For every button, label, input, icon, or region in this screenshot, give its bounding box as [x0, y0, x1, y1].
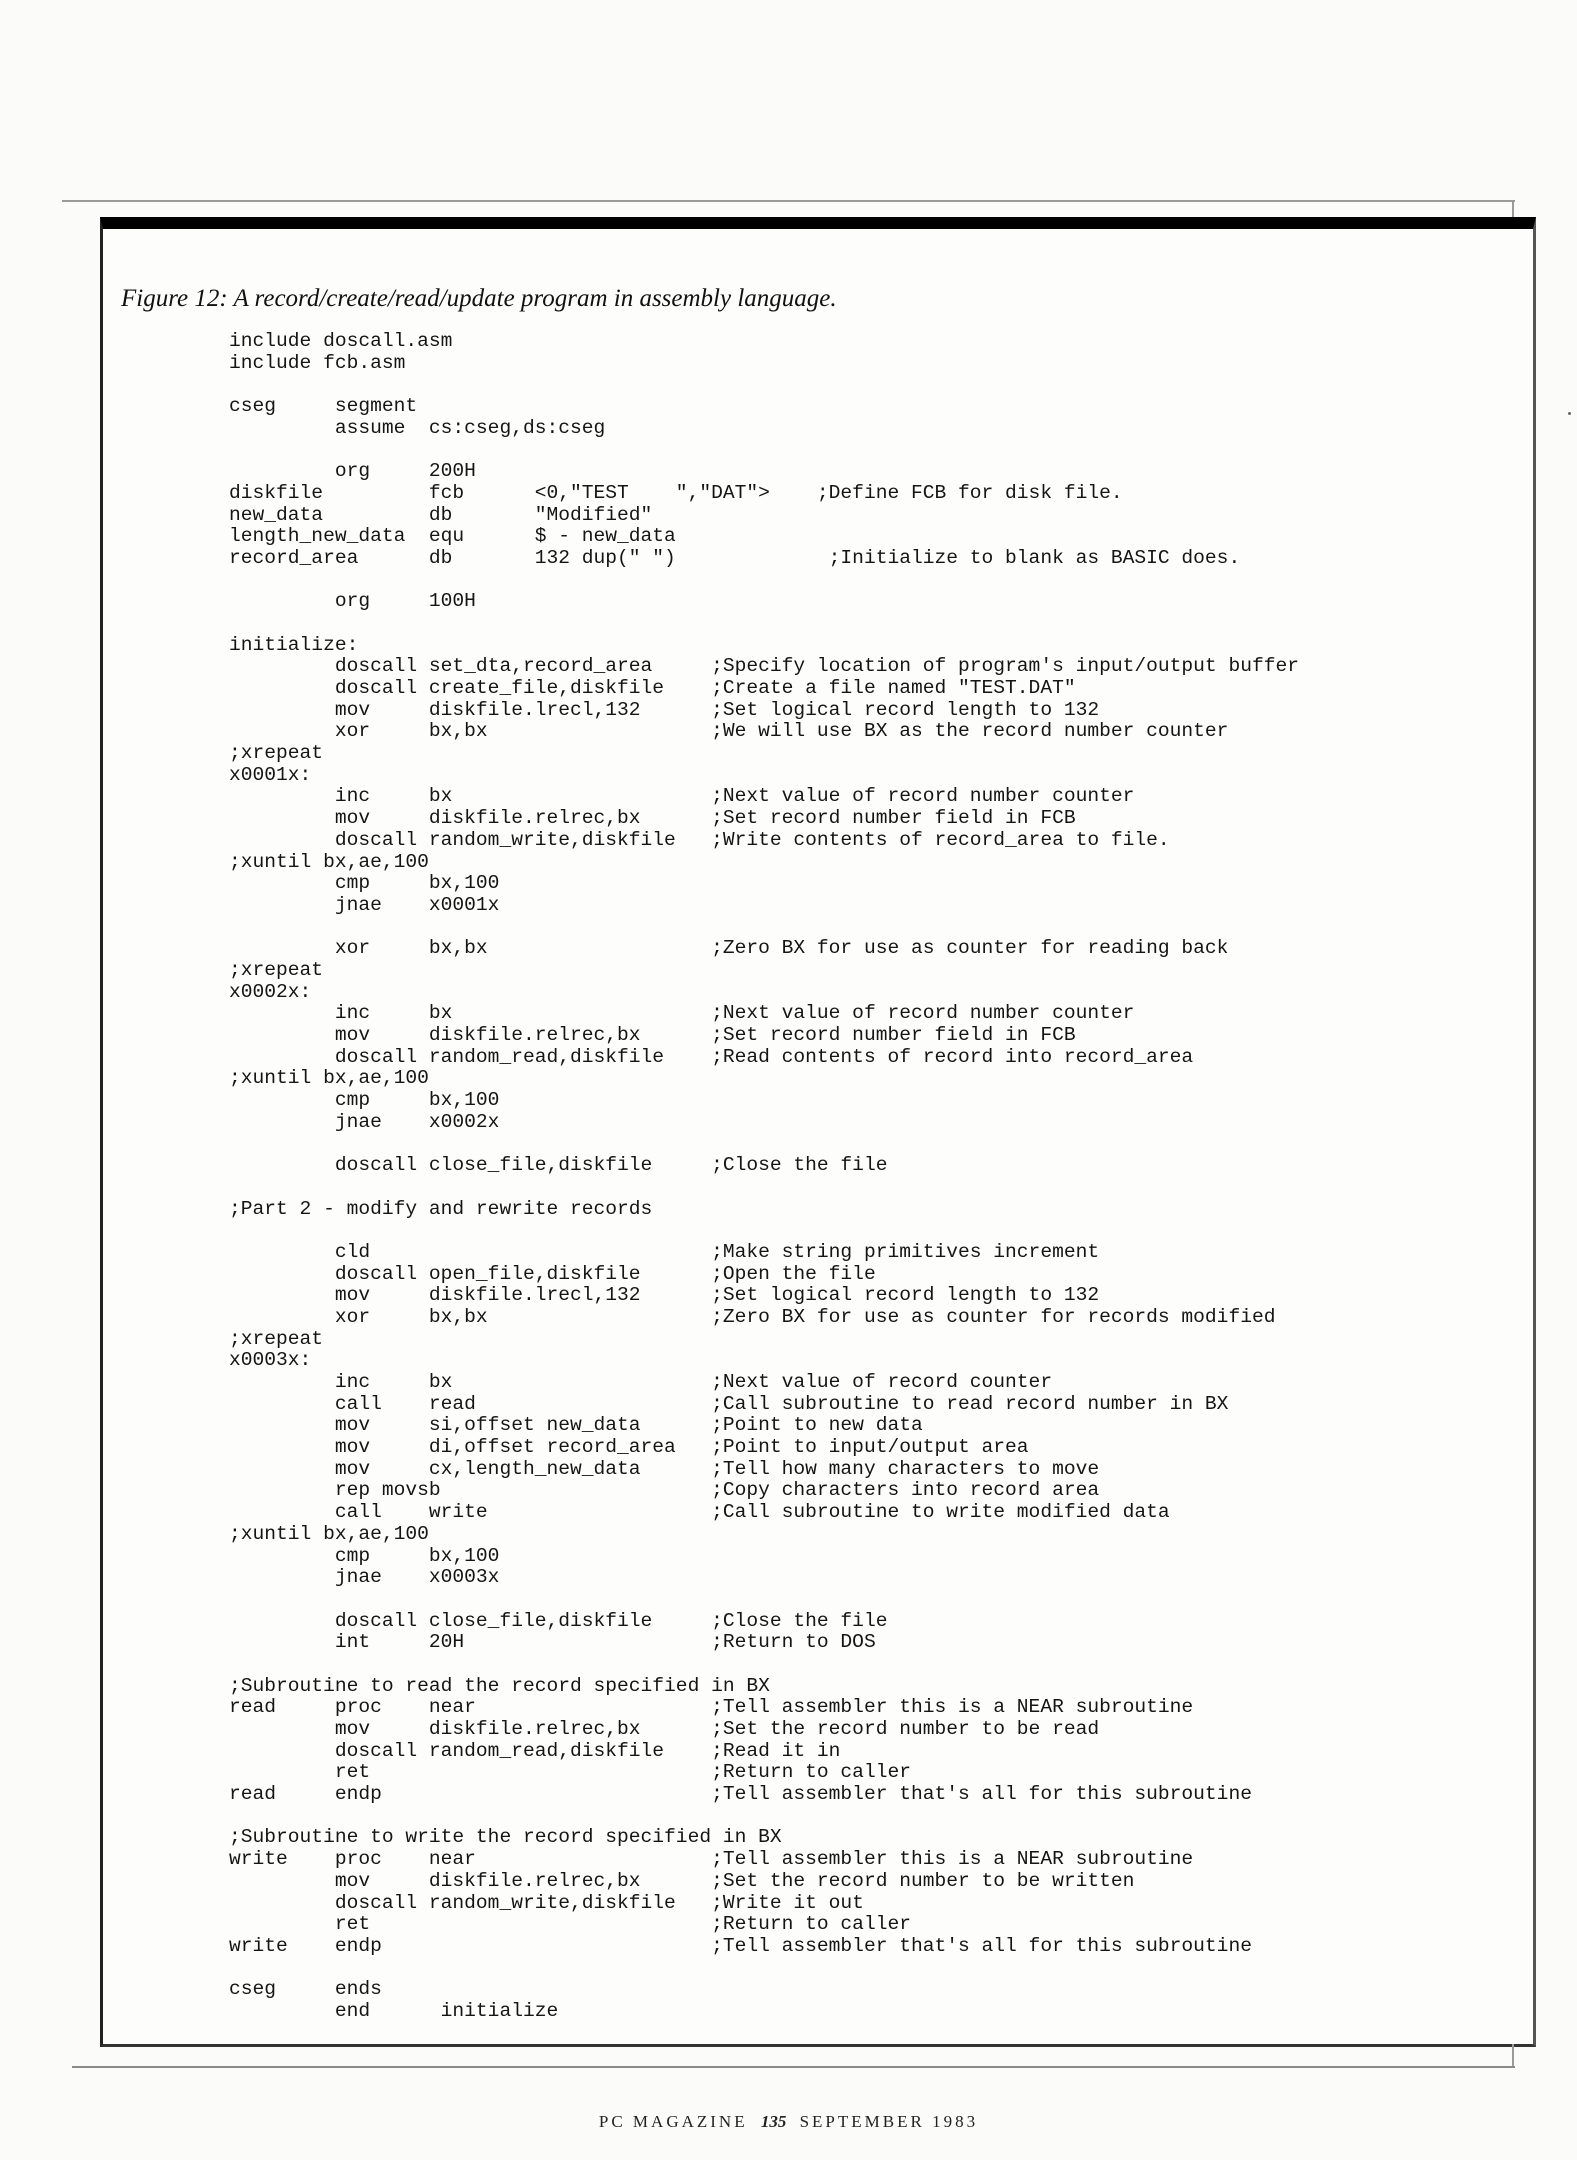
code-line: doscall open_file,diskfile ;Open the file — [229, 1262, 876, 1285]
code-line: mov cx,length_new_data ;Tell how many characters to move — [229, 1457, 1100, 1480]
code-line: xor bx,bx ;Zero BX for use as counter for records modified — [229, 1305, 1276, 1328]
code-line: ;xuntil bx,ae,100 — [229, 850, 429, 873]
code-line — [229, 439, 1299, 461]
code-line: mov diskfile.relrec,bx ;Set the record number to be read — [229, 1718, 1100, 1740]
code-line — [229, 570, 1299, 592]
code-line: doscall random_write,diskfile ;Write contents of record_area to file. — [229, 828, 1170, 851]
code-line: read endp ;Tell assembler that's all for this subroutine — [229, 1783, 1252, 1806]
code-line: doscall create_file,diskfile ;Create a file named "TEST.DAT" — [229, 677, 1076, 699]
code-line: include doscall.asm — [229, 330, 453, 352]
code-line — [229, 1958, 1299, 1980]
code-line: call write ;Call subroutine to write modified data — [229, 1501, 1170, 1524]
code-line: length_new_data equ $ - new_data — [229, 525, 676, 548]
code-line: org 200H — [229, 460, 476, 483]
code-line: end initialize — [229, 1999, 559, 2022]
code-line: ret ;Return to caller — [229, 1761, 911, 1784]
code-line: cseg ends — [229, 1978, 382, 2001]
code-line: int 20H ;Return to DOS — [229, 1631, 876, 1654]
code-line: include fcb.asm — [229, 351, 406, 374]
code-line: org 100H — [229, 590, 476, 613]
code-line: assume cs:cseg,ds:cseg — [229, 416, 606, 439]
code-line: doscall close_file,diskfile ;Close the file — [229, 1154, 888, 1177]
figure-caption: Figure 12: A record/create/read/update program in assembly language. — [121, 285, 837, 312]
code-line: initialize: — [229, 633, 359, 656]
footer-page-number: 135 — [760, 2112, 787, 2131]
bottom-divider-tick — [1512, 2044, 1514, 2066]
code-line: inc bx ;Next value of record number counter — [229, 785, 1135, 808]
code-line: mov di,offset record_area ;Point to input/output area — [229, 1436, 1029, 1459]
code-line — [229, 917, 1299, 939]
code-line: ret ;Return to caller — [229, 1913, 911, 1936]
code-listing — [229, 331, 1299, 2023]
footer-issue-date: SEPTEMBER 1983 — [799, 2112, 979, 2131]
code-line: write proc near ;Tell assembler this is a NEAR subroutine — [229, 1848, 1194, 1871]
bottom-divider-rule — [72, 2066, 1515, 2068]
code-line: doscall random_read,diskfile ;Read contents of record into record_area — [229, 1045, 1194, 1068]
code-line: jnae x0002x — [229, 1110, 500, 1133]
code-line — [229, 613, 1299, 635]
code-line — [229, 1589, 1299, 1611]
code-line: jnae x0001x — [229, 893, 500, 916]
figure-box — [100, 217, 1536, 2047]
code-line: cld ;Make string primitives increment — [229, 1240, 1100, 1263]
code-line: record_area db 132 dup(" ") ;Initialize to blank as BASIC does. — [229, 546, 1241, 569]
code-line: doscall random_write,diskfile ;Write it out — [229, 1891, 864, 1914]
code-line: rep movsb ;Copy characters into record area — [229, 1479, 1100, 1502]
code-line: write endp ;Tell assembler that's all for this subroutine — [229, 1934, 1252, 1957]
code-line: x0002x: — [229, 980, 312, 1003]
code-line: ;Part 2 - modify and rewrite records — [229, 1197, 653, 1220]
code-line — [229, 1177, 1299, 1199]
scan-speck — [1568, 412, 1571, 415]
code-line: ;xuntil bx,ae,100 — [229, 1522, 429, 1545]
code-line: call read ;Call subroutine to read record number in BX — [229, 1392, 1229, 1415]
code-line: doscall random_read,diskfile ;Read it in — [229, 1739, 841, 1762]
code-line: new_data db "Modified" — [229, 503, 653, 526]
code-line: mov diskfile.lrecl,132 ;Set logical record length to 132 — [229, 698, 1100, 721]
code-line: ;xrepeat — [229, 1327, 324, 1350]
code-line: inc bx ;Next value of record counter — [229, 1371, 1053, 1393]
code-line: jnae x0003x — [229, 1566, 500, 1589]
code-line: xor bx,bx ;We will use BX as the record number counter — [229, 720, 1229, 743]
code-line: doscall set_dta,record_area ;Specify location of program's input/output buffer — [229, 655, 1299, 678]
code-line — [229, 1220, 1299, 1242]
code-line: ;Subroutine to write the record specified in BX — [229, 1826, 782, 1849]
code-line: ;xrepeat — [229, 742, 324, 765]
code-line: mov diskfile.lrecl,132 ;Set logical record length to 132 — [229, 1284, 1100, 1307]
code-line: cseg segment — [229, 395, 418, 418]
code-line — [229, 1806, 1299, 1828]
code-line — [229, 1654, 1299, 1676]
code-line: read proc near ;Tell assembler this is a NEAR subroutine — [229, 1696, 1194, 1719]
code-line: cmp bx,100 — [229, 1544, 500, 1567]
footer-magazine-name: PC MAGAZINE — [598, 2112, 748, 2131]
code-line: x0001x: — [229, 763, 312, 786]
code-line: x0003x: — [229, 1349, 312, 1372]
code-line: diskfile fcb <0,"TEST ","DAT"> ;Define FCB for disk file. — [229, 481, 1123, 504]
code-line: cmp bx,100 — [229, 872, 500, 895]
code-line: cmp bx,100 — [229, 1089, 500, 1112]
code-line — [229, 374, 1299, 396]
code-line: inc bx ;Next value of record number counter — [229, 1002, 1135, 1025]
code-line: mov diskfile.relrec,bx ;Set the record number to be written — [229, 1869, 1135, 1892]
code-line: ;Subroutine to read the record specified in BX — [229, 1674, 770, 1697]
code-line: mov diskfile.relrec,bx ;Set record number field in FCB — [229, 1024, 1076, 1046]
code-line: mov si,offset new_data ;Point to new data — [229, 1414, 923, 1437]
code-line: ;xuntil bx,ae,100 — [229, 1067, 429, 1090]
code-line: ;xrepeat — [229, 958, 324, 981]
code-line: mov diskfile.relrec,bx ;Set record number field in FCB — [229, 807, 1076, 830]
code-line: xor bx,bx ;Zero BX for use as counter for reading back — [229, 937, 1229, 960]
code-line — [229, 1133, 1299, 1155]
page-footer — [0, 2112, 1577, 2132]
code-line: doscall close_file,diskfile ;Close the file — [229, 1609, 888, 1632]
top-divider-rule — [62, 200, 1515, 202]
